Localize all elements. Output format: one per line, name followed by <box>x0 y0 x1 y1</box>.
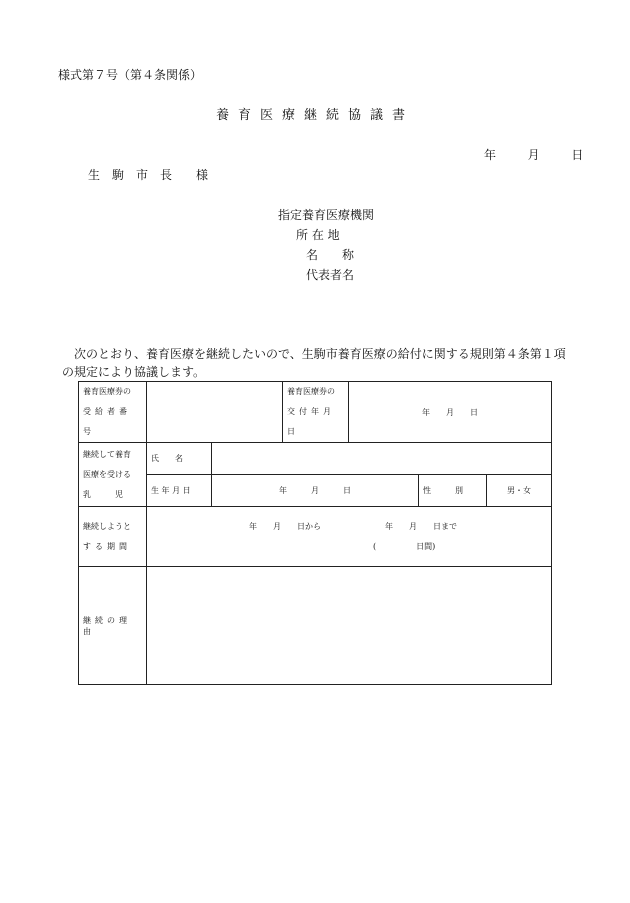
date-line <box>484 146 583 163</box>
reason-row <box>79 567 552 685</box>
consultation-form-table <box>78 381 552 685</box>
institution-name-label: 名 称 <box>306 248 355 262</box>
period-label: 継続しようと する期間 <box>79 507 147 567</box>
birth-date-field[interactable]: 年 月 日 <box>212 475 419 507</box>
name-field[interactable] <box>212 443 552 475</box>
period-from: 年 月 日から <box>249 521 321 531</box>
date-month: 月 <box>527 148 540 162</box>
reason-label: 継続の理由 <box>79 567 147 685</box>
recipient-number-label: 養育医療券の 受給者番号 <box>79 382 147 443</box>
infant-birth-row <box>79 475 552 507</box>
name-label: 氏 名 <box>147 443 212 475</box>
body-text: 次のとおり、養育医療を継続したいので、生駒市養育医療の給付に関する規則第４条第１項の規定により協議します。 <box>62 347 566 379</box>
form-number: 様式第７号（第４条関係） <box>58 68 203 82</box>
sex-field[interactable]: 男・女 <box>487 475 552 507</box>
date-day: 日 <box>571 148 584 162</box>
institution-heading: 指定養育医療機関 <box>278 208 375 222</box>
period-field[interactable] <box>147 507 552 567</box>
issue-date-label: 養育医療券の 交付年月日 <box>283 382 349 443</box>
institution-address-label: 所 在 地 <box>296 228 340 242</box>
institution-representative-label: 代表者名 <box>306 268 355 282</box>
reason-field[interactable] <box>147 567 552 685</box>
period-row <box>79 507 552 567</box>
addressee: 生 駒 市 長 様 <box>88 168 209 182</box>
period-days: ( 日間) <box>373 541 436 551</box>
recipient-number-field[interactable] <box>147 382 283 443</box>
period-to: 年 月 日まで <box>385 521 457 531</box>
date-year: 年 <box>484 148 497 162</box>
infant-label: 継続して養育 医療を受ける 乳 児 <box>79 443 147 507</box>
document-title: 養育医療継続協議書 <box>215 108 414 123</box>
recipient-row <box>79 382 552 443</box>
sex-label: 性 別 <box>419 475 487 507</box>
infant-name-row <box>79 443 552 475</box>
birth-date-label: 生 年 月 日 <box>147 475 212 507</box>
issue-date-field[interactable]: 年 月 日 <box>349 382 552 443</box>
